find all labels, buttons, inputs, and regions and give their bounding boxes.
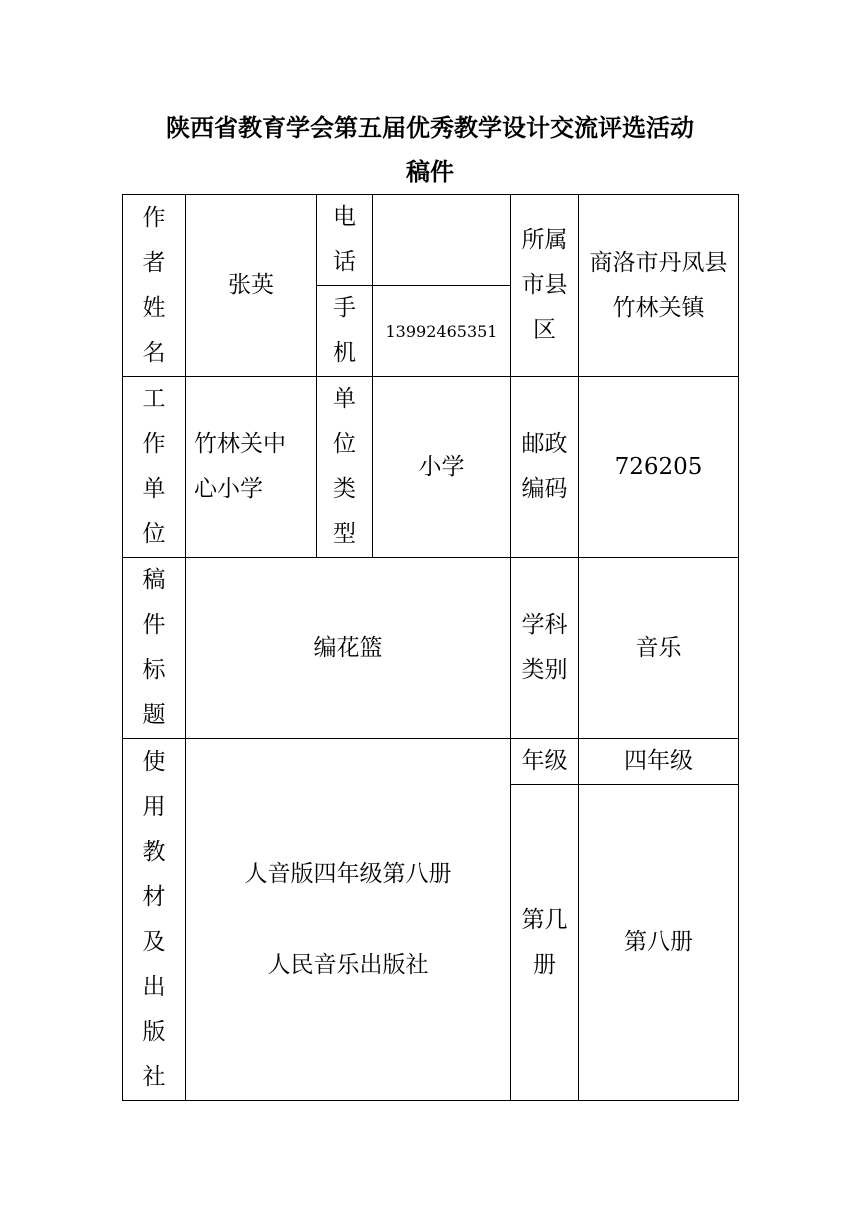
postcode-value: 726205 (579, 377, 739, 558)
volume-value: 第八册 (579, 785, 739, 1101)
work-unit-value: 竹林关中心小学 (186, 377, 317, 558)
mobile-label: 手机 (317, 286, 373, 377)
textbook-label: 使用教材及出版社 (123, 739, 186, 1101)
grade-value: 四年级 (579, 739, 739, 785)
author-name-label: 作者姓名 (123, 195, 186, 377)
manuscript-title-value: 编花篮 (186, 558, 511, 739)
textbook-name: 人音版四年级第八册 (244, 860, 452, 887)
unit-type-label: 单位类型 (317, 377, 373, 558)
region-label: 所属市县区 (511, 195, 579, 377)
unit-type-value: 小学 (373, 377, 511, 558)
subject-category-value: 音乐 (579, 558, 739, 739)
subject-category-label: 学科类别 (511, 558, 579, 739)
document-title-line2: 稿件 (406, 158, 454, 186)
region-value: 商洛市丹凤县竹林关镇 (579, 195, 739, 377)
phone-value (373, 195, 511, 286)
volume-label: 第几册 (511, 785, 579, 1101)
postcode-label: 邮政编码 (511, 377, 579, 558)
manuscript-title-label: 稿件标题 (123, 558, 186, 739)
publisher-name: 人民音乐出版社 (267, 951, 429, 978)
grade-label: 年级 (511, 739, 579, 785)
author-name-value: 张英 (186, 195, 317, 377)
textbook-value (186, 739, 511, 1101)
submission-form-table (122, 194, 739, 1101)
mobile-value: 13992465351 (373, 286, 511, 377)
work-unit-label: 工作单位 (123, 377, 186, 558)
document-title: 陕西省教育学会第五届优秀教学设计交流评选活动 (166, 114, 694, 142)
phone-label: 电话 (317, 195, 373, 286)
